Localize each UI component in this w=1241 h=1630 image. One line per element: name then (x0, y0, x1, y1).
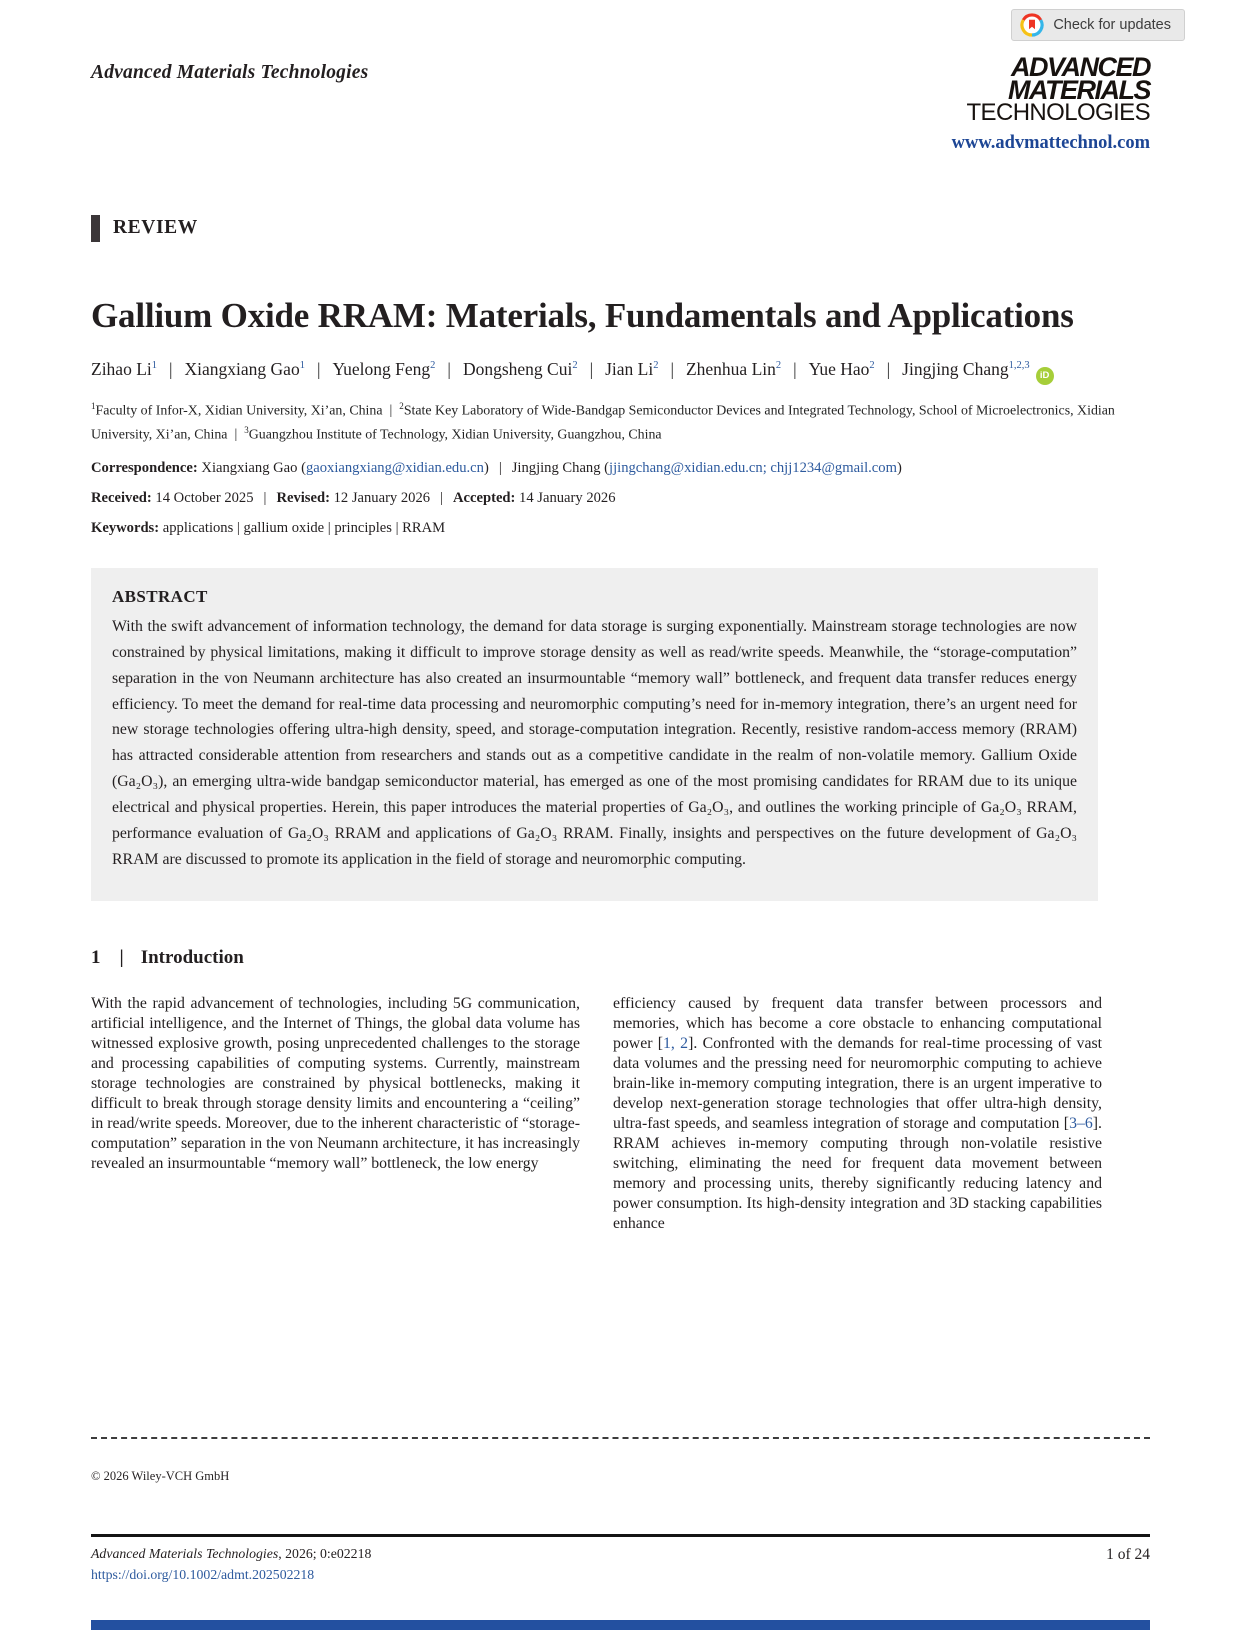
accepted-date: 14 January 2026 (515, 489, 616, 506)
author-separator: | (589, 358, 594, 379)
correspondence-line: Correspondence: Xiangxiang Gao (gaoxiangxiang@xidian.edu.cn) | Jingjing Chang (jjingchang@xidian.edu.cn; chjj1234@gmail.com) (91, 459, 902, 476)
logo-line-materials: MATERIALS (1008, 75, 1150, 105)
orcid-icon[interactable]: iD (1036, 367, 1054, 385)
author-separator: | (316, 358, 321, 379)
affiliation-separator: | (234, 427, 238, 443)
check-for-updates-button[interactable] (1011, 9, 1185, 41)
citation-link[interactable]: 3–6 (1069, 1115, 1093, 1133)
author-affiliation-sup: 2 (572, 360, 578, 372)
section-number: 1 (91, 946, 101, 968)
left-column-paragraph: With the rapid advancement of technologies, including 5G communication, artificial intelligence, and the Internet of Things, the global data volume has witnessed explosive growth, posing unprecedented challenges to the storage and processing capabilities of computing systems. Currently, mainstream storage technologies are constrained by physical bottlenecks, making it difficult to break through storage density limits and encountering a “ceiling” in read/write speeds. Moreover, due to the inherent characteristic of “storage-computation” separation in the von Neumann architecture, it has increasingly revealed an insurmountable “memory wall” bottleneck, the low energy (91, 994, 580, 1173)
author: Xiangxiang Gao$^1$ (184, 358, 305, 379)
accepted-label: Accepted: (453, 489, 516, 506)
author-affiliation-sup: 2 (775, 360, 782, 372)
check-for-updates-label: Check for updates (1053, 17, 1171, 33)
received-date: 14 October 2025 (151, 489, 254, 506)
author: Dongsheng Cui$^2$ (462, 358, 578, 379)
citation-details: , 2026; 0:e02218 (278, 1546, 372, 1561)
author: Yuelong Feng$^2$ (332, 358, 436, 379)
affiliation-separator: | (389, 403, 393, 419)
section-heading-introduction (91, 947, 1150, 969)
affiliation-number: 1 (91, 400, 96, 411)
dashed-divider (91, 1437, 1150, 1439)
article-type (91, 215, 1150, 242)
affiliation-text: Guangzhou Institute of Technology, Xidian University, Guangzhou, China (248, 427, 662, 443)
doi-link[interactable]: https://doi.org/10.1002/admt.202502218 (91, 1567, 315, 1582)
revised-date: 12 January 2026 (329, 489, 431, 506)
correspondence-email-link[interactable]: gaoxiangxiang@xidian.edu.cn (305, 459, 484, 476)
right-column-paragraph: efficiency caused by frequent data transfer between processors and memories, which has become a core obstacle to enhancing computational power [1, 2]. Confronted with the demands for real-time processing of vast data volumes and the pressing need for neuromorphic computing to achieve brain-like in-memory computing integration, there is an urgent imperative to develop next-generation storage technologies that offer ultra-high density, ultra-fast speeds, and seamless integration of storage and computation [3–6]. RRAM achieves in-memory computing through non-volatile resistive switching, eliminating the need for frequent data movement between memory and processing units, thereby significantly reducing latency and power consumption. Its high-density integration and 3D stacking capabilities enhance (613, 994, 1102, 1233)
abstract-heading: ABSTRACT (112, 586, 208, 606)
citation-link[interactable]: 1, 2 (663, 1034, 689, 1052)
author-affiliation-sup: 2 (869, 360, 875, 372)
author: Yue Hao$^2$ (808, 358, 875, 379)
correspondence-email-link[interactable]: jjingchang@xidian.edu.cn; chjj1234@gmail.com (609, 459, 897, 476)
article-type-bar (91, 215, 100, 242)
page-number: 1 of 24 (1106, 1546, 1150, 1563)
keywords-label: Keywords: (91, 519, 160, 536)
revised-label: Revised: (276, 489, 330, 506)
article-title: Gallium Oxide RRAM: Materials, Fundamentals and Applications (91, 295, 1074, 335)
journal-url-link[interactable]: www.advmattechnol.com (951, 133, 1150, 153)
dates-separator: | (263, 489, 267, 506)
footer-rule (91, 1534, 1150, 1537)
correspondence-separator: | (498, 459, 502, 476)
copyright-notice: © 2026 Wiley-VCH GmbH (91, 1469, 230, 1483)
footer-citation-row (91, 1546, 1150, 1583)
affiliation-number: 2 (399, 400, 404, 411)
journal-logo (952, 54, 1150, 153)
section-title: Introduction (140, 946, 244, 968)
affiliation-text: Faculty of Infor-X, Xidian University, Xi’an, China (95, 403, 383, 419)
author-separator: | (447, 358, 451, 379)
author-affiliation-sup: 1 (299, 360, 305, 372)
dates-separator: | (440, 489, 443, 506)
abstract-section (91, 568, 1098, 901)
footer-citation (91, 1546, 371, 1583)
author-list (91, 355, 1111, 385)
page-header (91, 0, 1150, 153)
journal-name: Advanced Materials Technologies (91, 1546, 279, 1561)
next-page-edge-bar (91, 1620, 1150, 1630)
author: Jian Li$^2$ (605, 358, 659, 379)
author-affiliation-sup: 1 (151, 360, 157, 372)
logo-line-technologies: TECHNOLOGIES (966, 99, 1150, 126)
logo-line-advanced: ADVANCED (1010, 52, 1150, 82)
article-type-label: REVIEW (113, 217, 198, 238)
abstract-text: With the swift advancement of information technology, the demand for data storage is surging exponentially. Mainstream storage technologies are now constrained by physical limitations, making it difficult to improve storage density as well as read/write speeds. Meanwhile, the “storage-computation” separation in the von Neumann architecture has also created an insurmountable “memory wall” bottleneck, and frequent data transfer reduces energy efficiency. To meet the demand for real-time data processing and neuromorphic computing’s need for in-memory integration, there’s an urgent need for new storage technologies offering ultra-high density, speed, and storage-computation integration. Recently, resistive random-access memory (RRAM) has attracted considerable attention from researchers and stands out as a competitive candidate in the realm of non-volatile memory. Gallium Oxide (Ga₂O₃), an emerging ultra-wide bandgap semiconductor material, has emerged as one of the most promising candidates for RRAM due to its unique electrical and physical properties. Herein, this paper introduces the material properties of Ga₂O₃, and outlines the working principle of Ga₂O₃ RRAM, performance evaluation of Ga₂O₃ RRAM and applications of Ga₂O₃ RRAM. Finally, insights and perspectives on the future development of Ga₂O₃ RRAM are discussed to promote its application in the field of storage and neuromorphic computing. (112, 617, 1077, 868)
page-footer (91, 1437, 1150, 1583)
author: Jingjing Chang$^{1,2,3}$ (902, 358, 1030, 379)
author-separator: | (169, 358, 173, 379)
author-affiliation-sup: 2 (430, 360, 436, 372)
author-affiliation-sup: 2 (653, 360, 659, 372)
author: Zhenhua Lin$^2$ (685, 358, 782, 379)
correspondence-label: Correspondence: (91, 459, 198, 476)
keywords-text: applications | gallium oxide | principles | RRAM (159, 519, 446, 536)
running-head: Advanced Materials Technologies (91, 62, 369, 83)
body-text-columns (91, 994, 1150, 1235)
history-dates-line (91, 490, 1150, 507)
keywords-line (91, 520, 1150, 537)
received-label: Received: (91, 489, 152, 506)
section-heading-separator: | (119, 946, 124, 968)
author-separator: | (793, 358, 797, 379)
author: Zihao Li$^1$ (91, 358, 157, 379)
author-affiliation-sup: 1,2,3 (1008, 360, 1030, 372)
affiliations (91, 399, 1150, 447)
affiliation-number: 3 (244, 424, 249, 435)
author-separator: | (670, 358, 674, 379)
journal-citation-line (91, 1546, 371, 1562)
affiliation-text: State Key Laboratory of Wide-Bandgap Semiconductor Devices and Integrated Technology, School of Microelectronics, Xidian University, Xi’an, China (91, 403, 1115, 443)
author-separator: | (886, 358, 891, 379)
crossmark-icon (1020, 13, 1044, 37)
